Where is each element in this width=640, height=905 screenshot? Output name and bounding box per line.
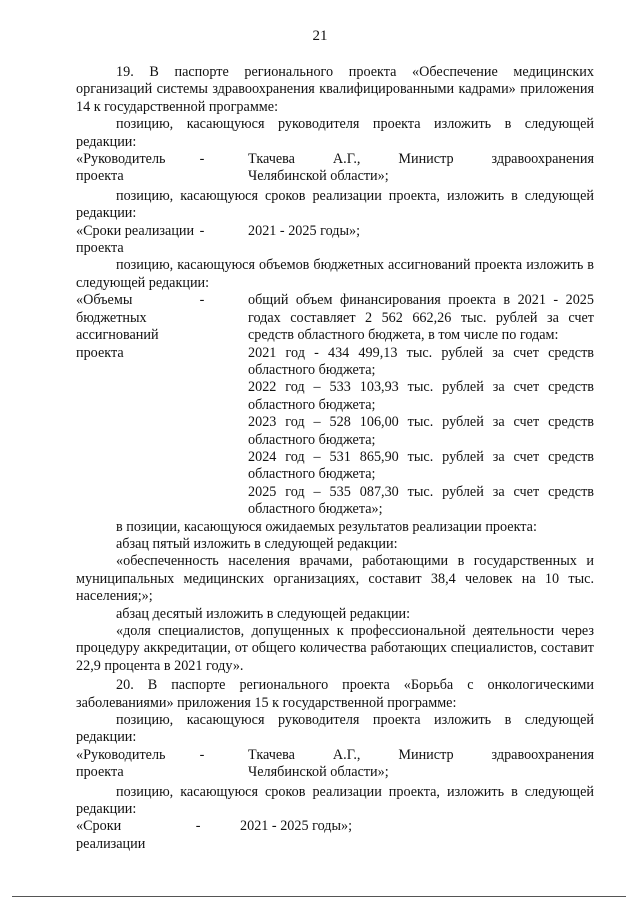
lead-label: «Руководитель (76, 746, 166, 763)
terms-label: «Сроки реализации (76, 222, 195, 239)
lead-label-2: проекта (76, 764, 124, 781)
lead-label-2: проекта (76, 168, 124, 185)
item-19-lead-row (76, 151, 594, 168)
budget-total: общий объем финансирования проекта в 2021 - 2025 годах составляет 2 562 662,26 тыс. рублей за счет средств областного бюджета, в том числе по годам: (248, 292, 594, 344)
lead-value: Ткачева А.Г., Министр здравоохранения (248, 151, 594, 168)
terms-label-2: проекта (76, 240, 124, 257)
item-19-results-intro: в позиции, касающуюся ожидаемых результатов реализации проекта: (116, 518, 537, 535)
page-number: 21 (312, 28, 328, 44)
item-20-intro: 20. В паспорте регионального проекта «Борьба с онкологическими заболеваниями» приложения 15 к государственной программе: (76, 677, 594, 711)
bottom-scan-edge (12, 896, 626, 897)
abz10-text: «доля специалистов, допущенных к профессиональной деятельности через процедуру аккредитации, от общего количества работающих специалистов, составит 22,9 процента в 2021 году». (76, 623, 594, 674)
budget-label-2: бюджетных (76, 309, 147, 326)
item-19-terms-row (76, 223, 594, 240)
budget-label-1: «Объемы (76, 292, 133, 309)
item-19-budget-block (76, 292, 594, 518)
dash: - (199, 151, 205, 168)
budget-year-2024: 2024 год – 531 865,90 тыс. рублей за счет средств областного бюджета; (248, 448, 594, 483)
lead-label: «Руководитель (76, 151, 166, 168)
budget-label-4: проекта (76, 344, 124, 361)
abz10-intro: абзац десятый изложить в следующей редакции: (116, 605, 411, 622)
abz5-intro: абзац пятый изложить в следующей редакции: (116, 535, 398, 552)
dash: - (199, 746, 205, 763)
dash: - (199, 222, 205, 239)
dash: - (199, 292, 205, 309)
budget-year-2022: 2022 год – 533 103,93 тыс. рублей за счет средств областного бюджета; (248, 379, 594, 413)
budget-label-3: ассигнований (76, 327, 159, 344)
terms-value: 2021 - 2025 годы»; (240, 818, 353, 835)
item-20-lead-row (76, 747, 594, 764)
item-20-lead-intro: позицию, касающуюся руководителя проекта изложить в следующей редакции: (76, 712, 594, 746)
abz5-text: «обеспеченность населения врачами, работающими в государственных и муниципальных медицинских организациях, составит 38,4 человек на 10 тыс. населения;»; (76, 553, 594, 605)
terms-label: «Сроки реализации (76, 818, 146, 852)
lead-value-2: Челябинской области»; (248, 168, 389, 185)
lead-value-2: Челябинской области»; (248, 764, 389, 781)
document-body (76, 64, 594, 853)
item-20-terms-intro: позицию, касающуюся сроков реализации проекта, изложить в следующей редакции: (76, 783, 594, 818)
dash: - (195, 818, 201, 835)
budget-year-2021: 2021 год - 434 499,13 тыс. рублей за счет средств областного бюджета; (248, 344, 594, 378)
budget-year-2023: 2023 год – 528 106,00 тыс. рублей за счет средств областного бюджета; (248, 414, 594, 448)
lead-value: Ткачева А.Г., Министр здравоохранения (248, 746, 594, 763)
budget-year-2025: 2025 год – 535 087,30 тыс. рублей за счет средств областного бюджета»; (248, 483, 594, 518)
item-19-intro: 19. В паспорте регионального проекта «Обеспечение медицинских организаций системы здравоохранения квалифицированными кадрами» приложения 14 к государственной программе: (76, 64, 594, 115)
item-19-budget-intro: позицию, касающуюся объемов бюджетных ассигнований проекта изложить в следующей редакции: (76, 257, 594, 291)
item-20-terms-row (76, 818, 594, 853)
terms-value: 2021 - 2025 годы»; (248, 222, 361, 239)
item-19-terms-intro: позицию, касающуюся сроков реализации проекта, изложить в следующей редакции: (76, 187, 594, 222)
item-19-lead-intro: позицию, касающуюся руководителя проекта изложить в следующей редакции: (76, 116, 594, 150)
